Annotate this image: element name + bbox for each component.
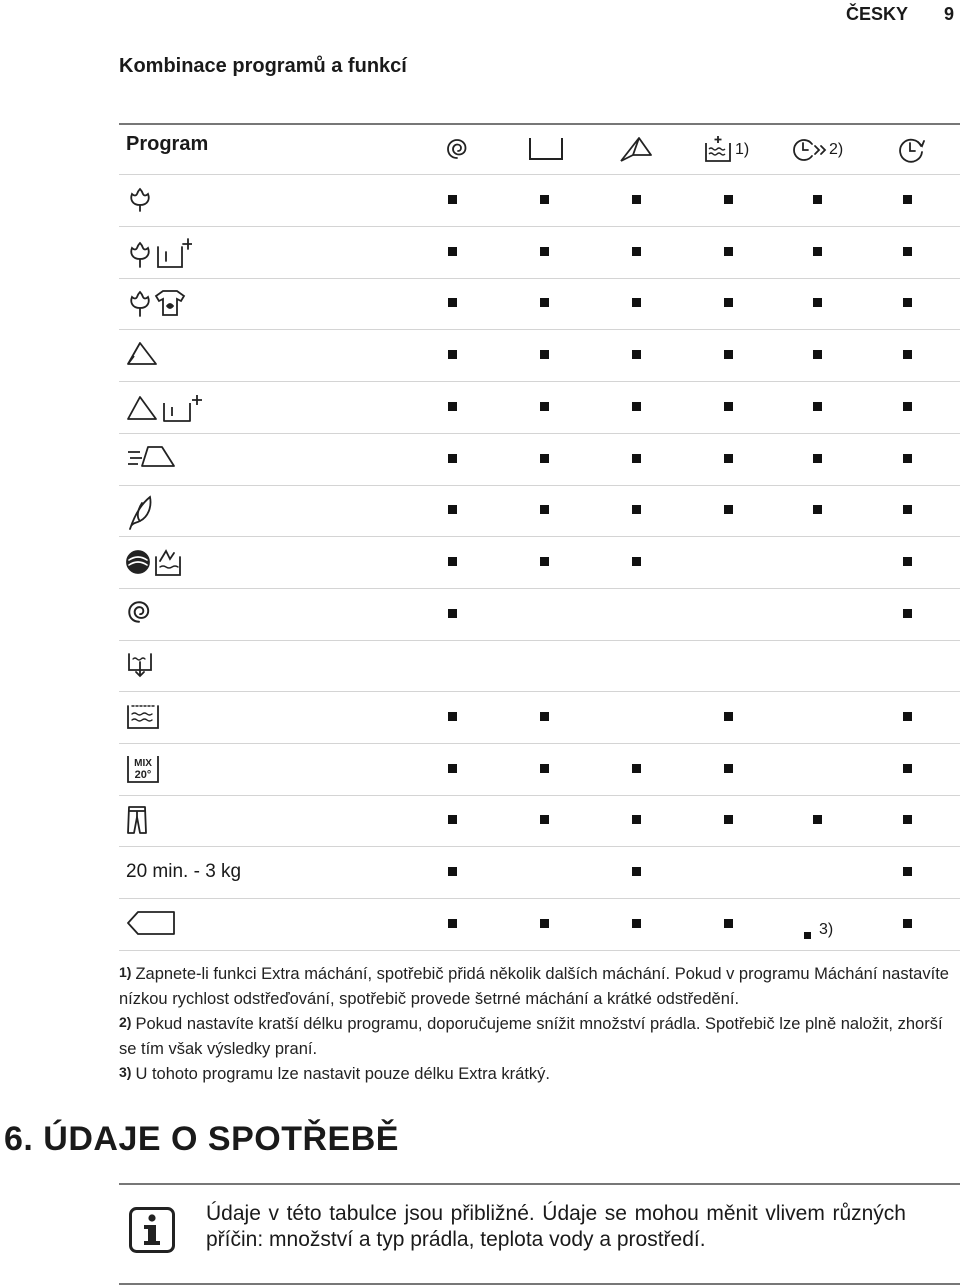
availability-mark [813,247,822,256]
availability-mark [903,402,912,411]
availability-mark [632,350,641,359]
footnote-2 [119,1012,960,1062]
availability-mark [632,557,641,566]
availability-mark [632,454,641,463]
table-row [119,227,960,279]
availability-mark [448,454,457,463]
column-footnote-ref-1: 1) [735,141,750,158]
easy-iron-program-icon [126,444,178,470]
availability-mark [813,454,822,463]
spin-icon [445,137,469,161]
mix-label: MIX [134,758,152,769]
extra-rinse-icon [703,134,733,164]
synthetics-icon [126,340,158,368]
table-row [119,589,960,641]
availability-mark [724,402,733,411]
table-row [119,692,960,744]
availability-mark [448,764,457,773]
availability-mark [813,402,822,411]
availability-mark [724,350,733,359]
delay-start-icon [528,136,564,162]
availability-mark [903,815,912,824]
availability-mark [448,298,457,307]
section-subtitle: Kombinace programů a funkcí [119,55,407,77]
footnote-ref: 2) [119,1014,132,1030]
availability-mark [813,195,822,204]
wool-handwash-icon [126,547,182,577]
availability-mark [724,712,733,721]
availability-mark [724,764,733,773]
availability-mark [448,815,457,824]
spin-program-icon [126,599,152,625]
availability-mark [813,298,822,307]
outdoor-time-save-limited-mark [804,932,811,939]
availability-mark [540,712,549,721]
availability-mark [632,867,641,876]
availability-mark [448,867,457,876]
availability-mark [632,764,641,773]
cotton-baby-icon [126,288,186,318]
availability-mark [448,557,457,566]
availability-mark [632,298,641,307]
time-save-icon [791,137,831,163]
availability-mark [903,867,912,876]
info-note-box [119,1183,960,1285]
availability-mark [903,712,912,721]
program-column-header: Program [126,133,209,155]
availability-mark [448,247,457,256]
availability-mark [813,815,822,824]
table-row [119,537,960,589]
info-icon [129,1207,175,1258]
easy-iron-icon [619,135,655,163]
program-label: 20 min. - 3 kg [126,861,242,882]
mix-20-icon [126,754,160,784]
table-row [119,175,960,227]
table-header-row [119,125,960,175]
table-row [119,382,960,434]
table-row [119,278,960,330]
availability-mark [632,815,641,824]
availability-mark [724,815,733,824]
availability-mark [632,919,641,928]
availability-mark [540,505,549,514]
table-row [119,744,960,796]
outdoor-footnote-ref-3: 3) [819,921,834,938]
row-divider [119,950,960,951]
section-title: 6. ÚDAJE O SPOTŘEBĚ [4,1120,399,1158]
column-footnote-ref-2: 2) [829,141,844,158]
availability-mark [903,247,912,256]
footnote-ref: 3) [119,1064,132,1080]
availability-mark [448,712,457,721]
availability-mark [724,919,733,928]
footnote-text: Zapnete-li funkci Extra máchání, spotřebič přidá několik dalších máchání. Pokud v programu Máchání nastavíte nízkou rychlost odstřeďování, spotřebič provede šetrné máchání a krátké odstředění. [119,965,949,1008]
cotton-icon [126,185,154,213]
availability-mark [540,402,549,411]
table-footnotes [119,962,960,1087]
temperature-label: 20° [134,769,152,781]
availability-mark [448,195,457,204]
availability-mark [540,247,549,256]
availability-mark [813,350,822,359]
availability-mark [632,402,641,411]
availability-mark [540,764,549,773]
availability-mark [632,247,641,256]
footnote-text: Pokud nastavíte kratší délku programu, doporučujeme snížit množství prádla. Spotřebič lze plně naložit, zhorší se tím však výsledky praní. [119,1015,943,1058]
availability-mark [903,505,912,514]
availability-mark [448,609,457,618]
availability-mark [813,505,822,514]
availability-mark [632,505,641,514]
availability-mark [540,195,549,204]
availability-mark [540,454,549,463]
availability-mark [448,919,457,928]
footnote-text: U tohoto programu lze nastavit pouze délku Extra krátký. [135,1065,550,1083]
availability-mark [903,454,912,463]
availability-mark [903,298,912,307]
page-number: 9 [944,4,955,24]
table-row [119,640,960,692]
cotton-eco-icon [126,237,192,271]
availability-mark [903,764,912,773]
drain-icon [126,650,154,678]
footnote-1 [119,962,960,1012]
footnote-3 [119,1062,960,1087]
availability-mark [724,195,733,204]
table-row [119,485,960,537]
table-row [119,847,960,899]
availability-mark [724,298,733,307]
table-row [119,795,960,847]
synthetics-plus-icon [126,392,206,424]
delicates-icon [126,495,154,531]
availability-mark [724,247,733,256]
availability-mark [903,350,912,359]
table-row [119,434,960,486]
header-language: ČESKY [846,4,909,24]
availability-mark [540,350,549,359]
availability-mark [903,609,912,618]
footnote-ref: 1) [119,964,132,980]
info-note-text: Údaje v této tabulce jsou přibližné. Údaje se mohou měnit vlivem různých příčin: množství a typ prádla, teplota vody a prostředí. [206,1202,906,1251]
jeans-icon [126,805,148,835]
rinse-icon [126,702,160,730]
availability-mark [632,195,641,204]
availability-mark [448,402,457,411]
availability-mark [724,505,733,514]
availability-mark [540,298,549,307]
availability-mark [540,919,549,928]
availability-mark [448,505,457,514]
availability-mark [540,815,549,824]
time-manager-icon [897,136,925,164]
availability-mark [903,557,912,566]
availability-mark [903,919,912,928]
table-row [119,899,960,951]
availability-mark [448,350,457,359]
outdoor-icon [126,909,176,937]
availability-mark [540,557,549,566]
table-row [119,330,960,382]
availability-mark [903,195,912,204]
availability-mark [724,454,733,463]
